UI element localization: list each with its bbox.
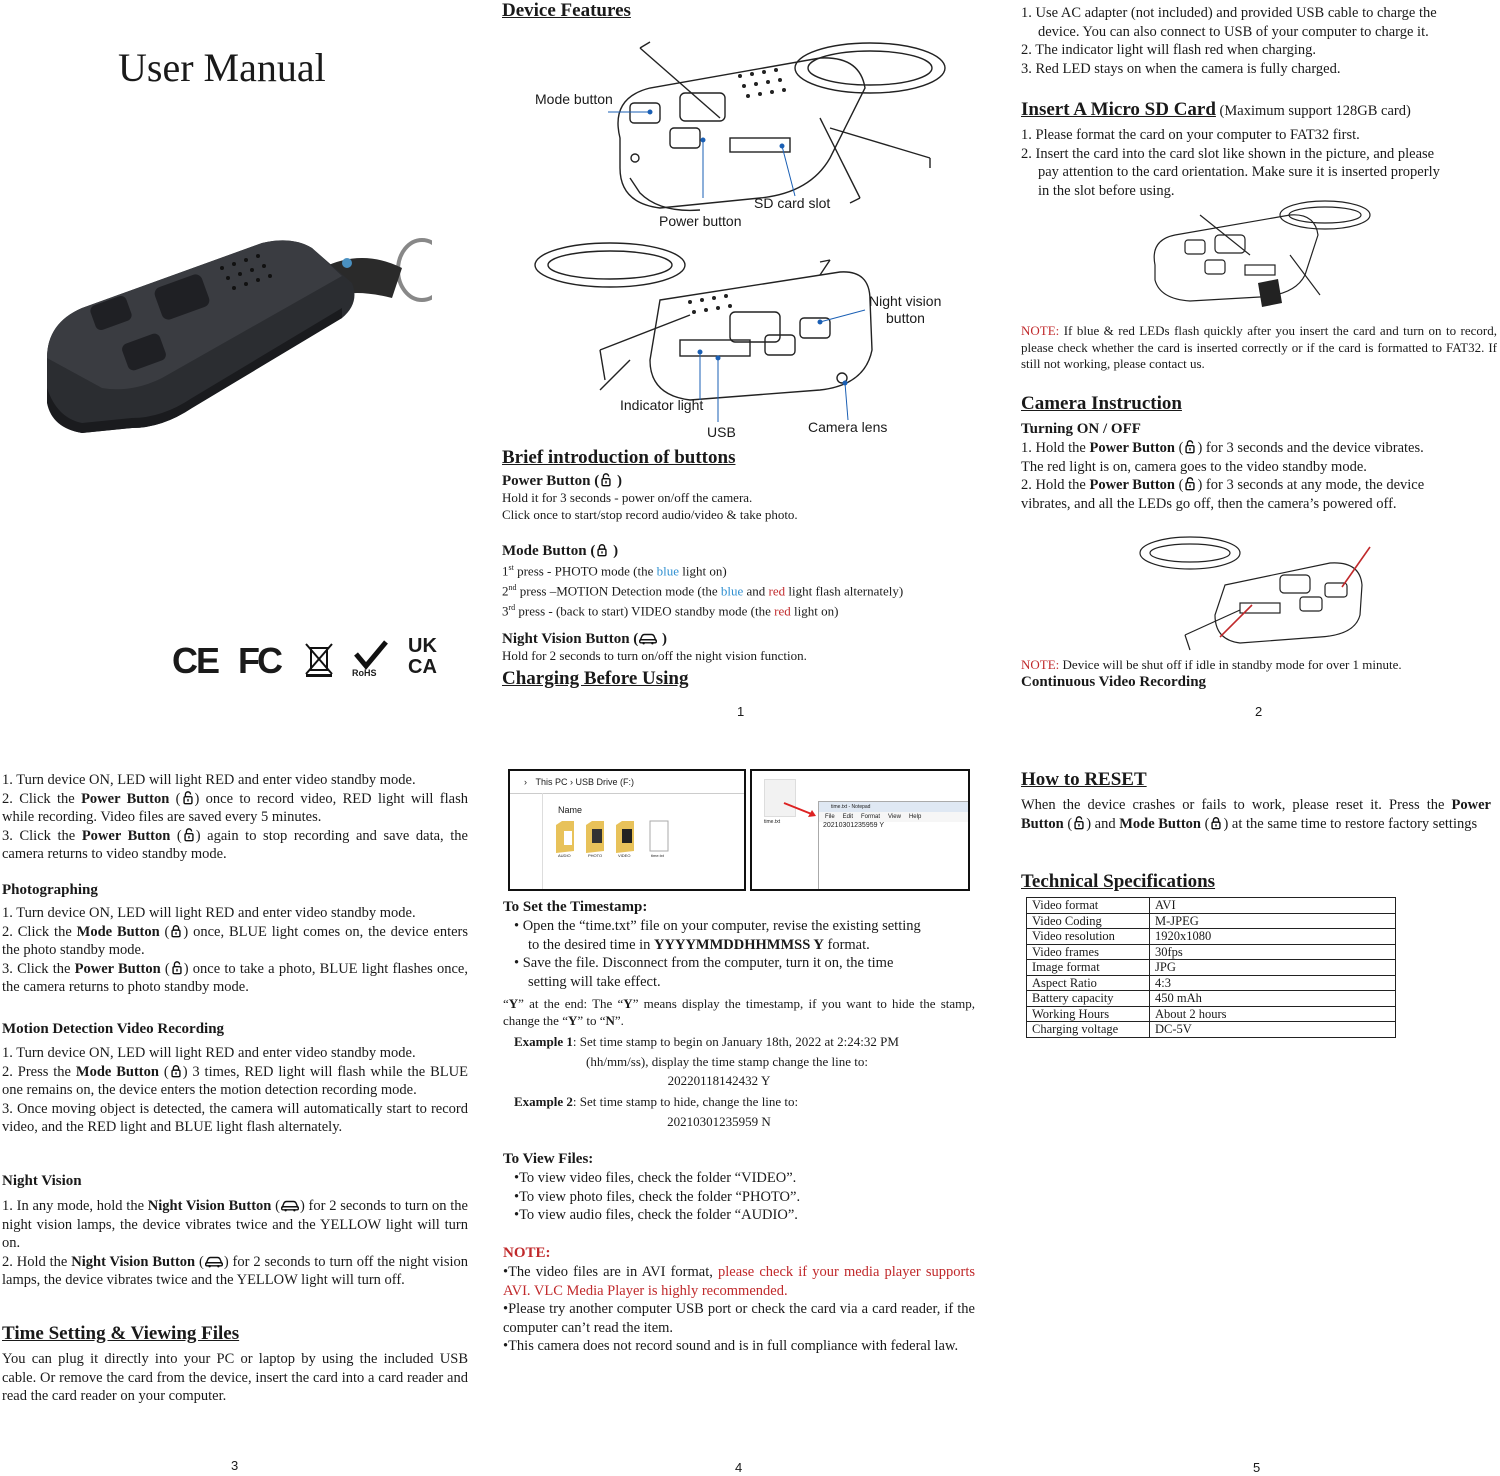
mode-lock-icon — [595, 543, 609, 557]
power-lock-icon — [1183, 440, 1197, 454]
spec-row — [1027, 929, 1396, 945]
charging-list — [1021, 4, 1499, 78]
notepad-window — [818, 801, 970, 891]
power-line-1: Hold it for 3 seconds - power on/off the camera. — [502, 490, 753, 505]
sd-note-label: NOTE: — [1021, 323, 1060, 338]
mode-lock-icon — [169, 924, 183, 938]
view-files-title: To View Files: — [503, 1151, 594, 1167]
power-line-2: Click once to start/stop record audio/video & take photo. — [502, 506, 798, 522]
spec-label: Video resolution — [1027, 929, 1150, 945]
label-sd-card-slot: SD card slot — [754, 195, 831, 211]
mode-line-2: 2nd press –MOTION Detection mode (the blue and red light flash alternately) — [502, 582, 904, 599]
continuous-title: Continuous Video Recording — [1021, 674, 1207, 690]
power-btn-title: Power Button ( — [502, 473, 600, 489]
spec-row — [1027, 913, 1396, 929]
night-btn-title: Night Vision Button ( — [502, 631, 639, 647]
rohs-check-icon — [352, 640, 388, 670]
sd-note-text: If blue & red LEDs flash quickly after you insert the card and turn on to record, please check whether the card is inserted correctly or if the card is formatted to FAT32. If still not working, please contact us. — [1021, 323, 1497, 371]
standby-note: NOTE: Device will be shut off if idle in standby mode for over 1 minute. — [1021, 657, 1402, 672]
ce-mark-icon: CE — [172, 640, 219, 681]
spec-value: DC-5V — [1150, 1022, 1396, 1038]
charge-item: device. You can also connect to USB of your computer to charge it. — [1038, 23, 1429, 40]
sd-item: in the slot before using. — [1038, 182, 1175, 199]
label-usb: USB — [707, 424, 736, 440]
set-timestamp-list: • Open the “time.txt” file on your computer, revise the existing setting to the desired time in YYYYMMDDHHMMSS Y format. • Save the file. Disconnect from the computer, turn it on, the time setting will take effect. — [514, 918, 921, 990]
spec-label: Video frames — [1027, 944, 1150, 960]
set-timestamp-title: To Set the Timestamp: — [503, 899, 648, 915]
page-number-5: 5 — [1253, 1460, 1261, 1475]
mode-btn-title: Mode Button ( — [502, 543, 596, 559]
red-arrow-icon — [782, 801, 822, 821]
photographing-title: Photographing — [2, 882, 98, 898]
explorer-sidebar — [510, 793, 543, 889]
spec-value: 1920x1080 — [1150, 929, 1396, 945]
label-night-vision-1: Night vision — [869, 293, 942, 309]
sd-heading-note: (Maximum support 128GB card) — [1215, 103, 1411, 119]
example-1: Example 1: Set time stamp to begin on January 18th, 2022 at 2:24:32 PM (hh/mm/ss), display the time stamp change the line to: 20220118142432 Y — [514, 1034, 964, 1090]
mode-lock-icon — [169, 1064, 183, 1078]
example-2-value: 20210301235959 N — [667, 1113, 771, 1129]
example-1-value: 20220118142432 Y — [667, 1073, 771, 1088]
spec-label: Video Coding — [1027, 913, 1150, 929]
camera-instruction-heading: Camera Instruction — [1021, 393, 1182, 414]
car-icon — [638, 631, 658, 645]
turning-title: Turning ON / OFF — [1021, 421, 1141, 437]
charge-item: 1. Use AC adapter (not included) and provided USB cable to charge the — [1021, 5, 1437, 21]
weee-bin-icon — [304, 642, 334, 678]
motion-text: 1. Turn device ON, LED will light RED and enter video standby mode. 2. Press the Mode Button ( ) 3 times, RED light will flash while the BLUE one remains on, the device enters the motion detection recording mode. 3. Once moving object is detected, the camera will automatically start to record video, and the RED light and BLUE light flash alternately. — [2, 1045, 468, 1136]
night-line: Hold for 2 seconds to turn on/off the night vision function. — [502, 648, 807, 663]
mode-lock-icon — [1209, 816, 1223, 830]
mode-line-1: 1st press - PHOTO mode (the blue light on) — [502, 563, 727, 579]
camera-power-diagram — [1130, 525, 1390, 655]
sd-insert-diagram — [1140, 195, 1380, 315]
power-button-section — [502, 473, 972, 523]
spec-row — [1027, 975, 1396, 991]
device-diagram-bottom — [520, 240, 960, 440]
reset-heading: How to RESET — [1021, 769, 1147, 790]
spec-value: 30fps — [1150, 944, 1396, 960]
power-lock-icon — [1072, 816, 1086, 830]
explorer-files — [554, 819, 744, 859]
car-icon — [204, 1254, 224, 1268]
spec-label: Charging voltage — [1027, 1022, 1150, 1038]
spec-value: 450 mAh — [1150, 991, 1396, 1007]
spec-heading: Technical Specifications — [1021, 871, 1216, 892]
note-list: •The video files are in AVI format, please check if your media player supports AVI. VLC Media Player is highly recommended. •Please try another computer USB port or check the card via a card reader, if the computer can’t read the item. •This camera does not record sound and is in full compliance with federal law. — [503, 1264, 975, 1355]
night-vision-title: Night Vision — [2, 1173, 82, 1189]
motion-title: Motion Detection Video Recording — [2, 1021, 225, 1037]
power-btn-close: ) — [616, 473, 622, 489]
view-files-list — [514, 1169, 974, 1225]
spec-row — [1027, 991, 1396, 1007]
power-lock-icon — [1183, 477, 1197, 491]
spec-row — [1027, 1022, 1396, 1038]
spec-label: Video format — [1027, 898, 1150, 914]
label-night-vision-2: button — [886, 310, 925, 326]
certification-marks — [172, 635, 450, 682]
example-2: Example 2: Set time stamp to hide, change the line to: 20210301235959 N — [514, 1094, 964, 1130]
page-title: User Manual — [118, 45, 326, 90]
turning-text: 1. Hold the Power Button ( ) for 3 seconds and the device vibrates. The red light is on, camera goes to the video standby mode. 2. Hold the Power Button ( ) for 3 seconds at any mode, the device vibrates, and all the LEDs go off, then the camera’s powered off. — [1021, 440, 1425, 512]
ukca-bottom: CA — [408, 656, 437, 678]
page-number-3: 3 — [231, 1458, 239, 1473]
spec-row — [1027, 898, 1396, 914]
device-features-heading: Device Features — [502, 0, 631, 21]
view-item: •To view video files, check the folder “VIDEO”. — [514, 1170, 797, 1186]
spec-value: About 2 hours — [1150, 1006, 1396, 1022]
folder-icons — [554, 819, 704, 855]
explorer-address-bar: › This PC › USB Drive (F:) — [510, 771, 744, 794]
brief-intro-heading: Brief introduction of buttons — [502, 447, 736, 468]
car-icon — [280, 1198, 300, 1212]
sd-list — [1021, 126, 1499, 200]
product-photo — [42, 228, 432, 458]
spec-value: AVI — [1150, 898, 1396, 914]
spec-label: Working Hours — [1027, 1006, 1150, 1022]
night-vision-button-section — [502, 631, 972, 665]
note-title: NOTE: — [503, 1245, 551, 1261]
sd-heading-row — [1021, 99, 1411, 121]
sd-item: 2. Insert the card into the card slot like shown in the picture, and please — [1021, 145, 1435, 162]
sd-item: 1. Please format the card on your computer to FAT32 first. — [1021, 127, 1360, 143]
spec-table — [1026, 897, 1396, 1038]
notepad-screenshot — [750, 769, 970, 891]
spec-label: Aspect Ratio — [1027, 975, 1150, 991]
charge-item: 2. The indicator light will flash red when charging. — [1021, 42, 1317, 59]
mode-button-section — [502, 543, 982, 619]
spec-value: JPG — [1150, 960, 1396, 976]
power-lock-icon — [599, 473, 613, 487]
spec-row — [1027, 960, 1396, 976]
notepad-content: 20210301235959 Y — [823, 822, 884, 829]
ukca-top: UK — [408, 635, 437, 657]
page-number-1: 1 — [737, 704, 745, 719]
time-setting-heading: Time Setting & Viewing Files — [2, 1323, 240, 1344]
label-indicator-light: Indicator light — [620, 397, 704, 413]
fcc-mark-icon: FC — [238, 640, 280, 681]
y-explanation: “Y” at the end: The “Y” means display the timestamp, if you want to hide the stamp, change the “Y” to “N”. — [503, 996, 975, 1028]
charging-heading: Charging Before Using — [502, 668, 689, 689]
reset-text: When the device crashes or fails to work, please reset it. Press the Power Button ( ) and Mode Button ( ) at the same time to restore factory settings — [1021, 797, 1491, 832]
time-setting-text: You can plug it directly into your PC or laptop by using the included USB cable. Or remove the card from the device, insert the card into a card reader and read the card reader on your computer. — [2, 1351, 468, 1405]
sd-heading: Insert A Micro SD Card — [1021, 99, 1216, 120]
spec-label: Image format — [1027, 960, 1150, 976]
charge-item: 3. Red LED stays on when the camera is fully charged. — [1021, 60, 1341, 77]
night-vision-text: 1. In any mode, hold the Night Vision Button ( ) for 2 seconds to turn on the night vision lamps, the device vibrates twice and the YELLOW light will turn on. 2. Hold the Night Vision Button ( ) for 2 seconds to turn off the night vision lamps, the device vibrates twice and the YELLOW light will turn off. — [2, 1198, 468, 1289]
sd-note — [1021, 323, 1497, 373]
label-power-button: Power button — [659, 213, 742, 229]
power-lock-icon — [170, 961, 184, 975]
night-btn-close: ) — [662, 631, 668, 647]
rohs-label: RoHS — [352, 668, 377, 678]
power-lock-icon — [182, 828, 196, 842]
recording-section: 1. Turn device ON, LED will light RED and enter video standby mode. 2. Click the Power Button ( ) once to record video, RED light will flash while recording. Video files are saved every 5 minutes. 3. Click the Power Button ( ) again to stop recording and save data, the camera returns to video standby mode. — [2, 772, 468, 863]
view-item: •To view audio files, check the folder “AUDIO”. — [514, 1207, 798, 1224]
page-number-2: 2 — [1255, 704, 1263, 719]
explorer-name-column: Name — [558, 805, 583, 815]
device-diagram-top — [520, 28, 960, 238]
view-item: •To view photo files, check the folder “PHOTO”. — [514, 1188, 801, 1205]
label-camera-lens: Camera lens — [808, 419, 888, 435]
sd-item: pay attention to the card orientation. Make sure it is inserted properly — [1038, 164, 1440, 181]
mode-line-3: 3rd press - (back to start) VIDEO standby mode (the red light on) — [502, 602, 839, 618]
mode-btn-close: ) — [613, 543, 619, 559]
spec-value: 4:3 — [1150, 975, 1396, 991]
spec-label: Battery capacity — [1027, 991, 1150, 1007]
spec-value: M-JPEG — [1150, 913, 1396, 929]
notepad-title: time.txt - Notepad — [819, 802, 969, 812]
explorer-screenshot: › This PC › USB Drive (F:) Name AUDIO PHOTO VIDEO time.txt — [508, 769, 746, 891]
notepad-menu: File Edit Format View Help — [819, 812, 969, 822]
spec-row — [1027, 944, 1396, 960]
txt-file-label: time.txt — [764, 819, 781, 825]
spec-row — [1027, 1006, 1396, 1022]
power-lock-icon — [181, 791, 195, 805]
photographing-text: 1. Turn device ON, LED will light RED and enter video standby mode. 2. Click the Mode Button ( ) once, BLUE light comes on, the device enters the photo standby mode. 3. Click the Power Button ( ) once to take a photo, BLUE light flashes once, the camera returns to photo standby mode. — [2, 905, 468, 996]
label-mode-button: Mode button — [535, 91, 613, 107]
page-number-4: 4 — [735, 1460, 743, 1475]
